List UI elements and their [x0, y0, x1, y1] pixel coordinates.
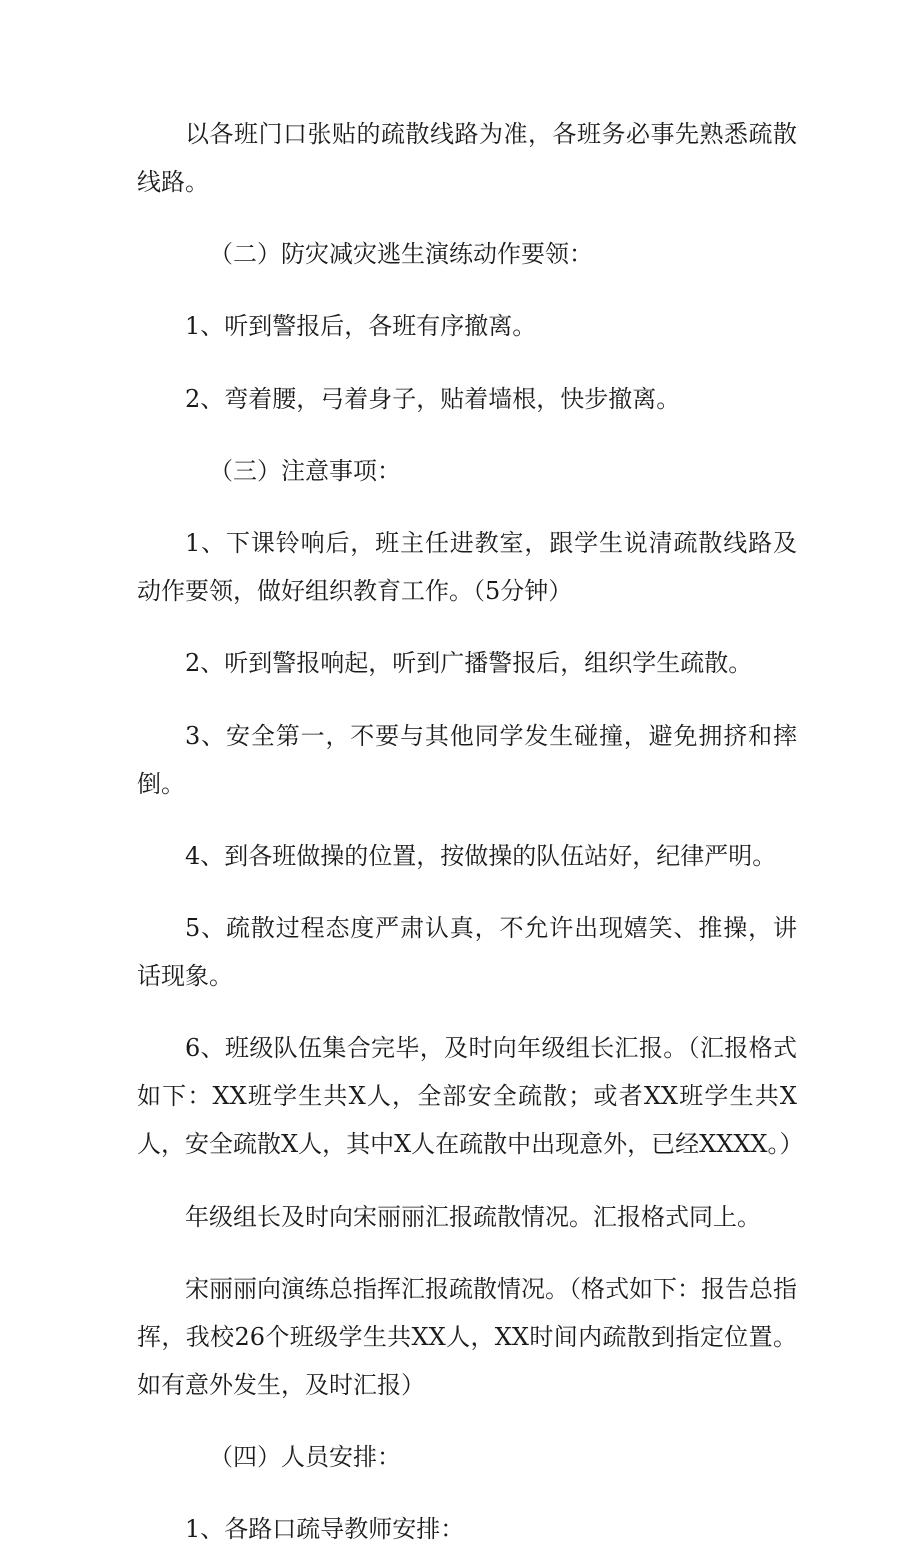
paragraph-commander-report: 宋丽丽向演练总指挥汇报疏散情况。（格式如下：报告总指挥，我校26个班级学生共XX人，XX时间内疏散到指定位置。如有意外发生，及时汇报）	[137, 1274, 797, 1399]
document-body	[137, 110, 804, 1553]
section-heading-staffing: （四）人员安排：	[209, 1443, 401, 1472]
list-item-precaution-1: 1、下课铃响后，班主任进教室，跟学生说清疏散线路及动作要领，做好组织教育工作。（5分钟）	[137, 529, 797, 606]
paragraph-evacuation-route: 以各班门口张贴的疏散线路为准，各班务必事先熟悉疏散线路。	[137, 120, 797, 197]
list-item-precaution-4: 4、到各班做操的位置，按做操的队伍站好，纪律严明。	[185, 841, 777, 870]
list-item-drill-action-1: 1、听到警报后，各班有序撤离。	[185, 312, 537, 341]
list-item-precaution-5: 5、疏散过程态度严肃认真，不允许出现嬉笑、推操，讲话现象。	[137, 913, 797, 991]
list-item-staffing-1: 1、各路口疏导教师安排：	[185, 1515, 465, 1544]
paragraph-grade-leader-report: 年级组长及时向宋丽丽汇报疏散情况。汇报格式同上。	[185, 1202, 761, 1231]
list-item-precaution-2: 2、听到警报响起，听到广播警报后，组织学生疏散。	[185, 649, 753, 678]
list-item-drill-action-2: 2、弯着腰，弓着身子，贴着墙根，快步撤离。	[185, 384, 681, 413]
section-heading-precautions: （三）注意事项：	[209, 456, 401, 485]
list-item-precaution-3: 3、安全第一，不要与其他同学发生碰撞，避免拥挤和摔倒。	[137, 721, 797, 798]
section-heading-drill-actions: （二）防灾减灾逃生演练动作要领：	[209, 240, 593, 269]
list-item-precaution-6: 6、班级队伍集合完毕，及时向年级组长汇报。（汇报格式如下：XX班学生共X人，全部安全疏散；或者XX班学生共X人，安全疏散X人，其中X人在疏散中出现意外，已经XXXX。）	[137, 1034, 804, 1159]
